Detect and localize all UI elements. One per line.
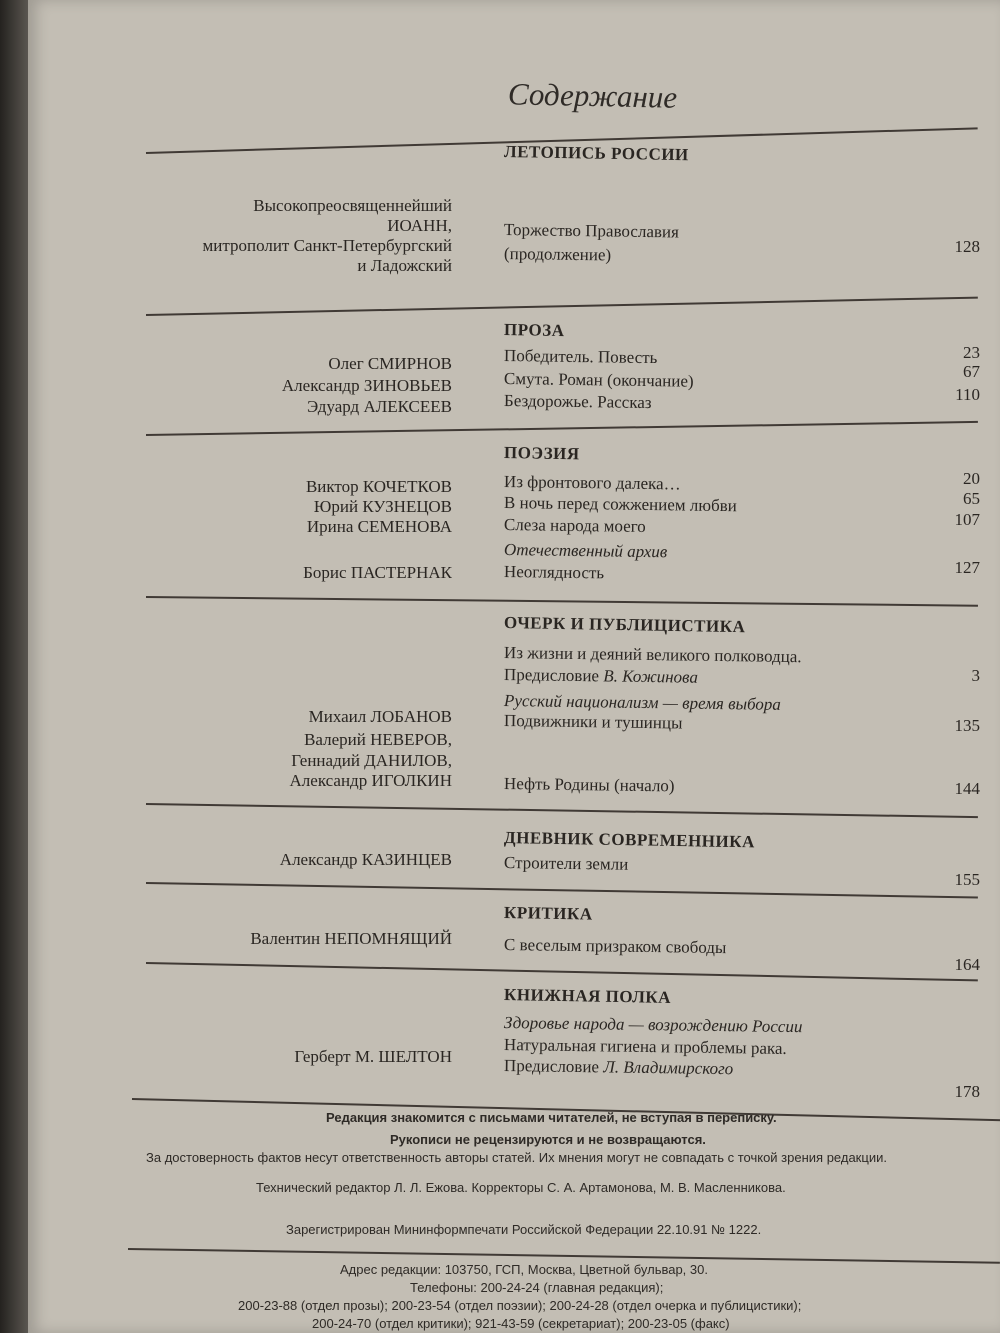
address-line: 200-23-88 (отдел прозы); 200-23-54 (отдел поэзии); 200-24-28 (отдел очерка и публицистики);	[238, 1298, 802, 1313]
section-heading-essay: ОЧЕРК И ПУБЛИЦИСТИКА	[503, 613, 746, 637]
author-line: ИОАНН,	[387, 216, 452, 235]
page-number: 127	[954, 558, 980, 577]
work-title: (продолжение)	[503, 244, 612, 265]
author-line: Высокопреосвященнейший	[253, 196, 452, 215]
work-title: Слеза народа моего	[503, 515, 646, 536]
author-line: митрополит Санкт-Петербургский	[202, 236, 452, 255]
author: Эдуард АЛЕКСЕЕВ	[307, 397, 452, 416]
author-line: и Ладожский	[357, 256, 452, 275]
page-number: 155	[954, 870, 980, 889]
work-title: Подвижники и тушинцы	[503, 711, 683, 733]
footer-note: Зарегистрирован Мининформпечати Российской Федерации 22.10.91 № 1222.	[286, 1222, 762, 1237]
author: Александр ЗИНОВЬЕВ	[281, 376, 452, 395]
work-title: Неоглядность	[503, 562, 605, 583]
divider	[146, 803, 978, 818]
work-title: Торжество Православия	[503, 220, 680, 242]
section-heading-prose: ПРОЗА	[503, 320, 565, 341]
preface-label: Предисловие	[503, 1056, 604, 1077]
work-title: С веселым призраком свободы	[503, 935, 727, 958]
preface-author: Л. Владимирского	[603, 1057, 734, 1079]
work-title: Победитель. Повесть	[503, 346, 658, 368]
section-heading-poetry: ПОЭЗИЯ	[503, 443, 580, 464]
footer-note: За достоверность фактов несут ответственность авторы статей. Их мнения могут не совпадать с точкой зрения редакции.	[146, 1150, 887, 1165]
rubric: Русский национализм — время выбора	[503, 691, 782, 714]
footer-note: Редакция знакомится с письмами читателей, не вступая в переписку.	[326, 1110, 777, 1125]
work-title: Бездорожье. Рассказ	[503, 391, 652, 413]
divider	[146, 297, 978, 316]
divider	[146, 882, 978, 899]
rubric: Отечественный архив	[503, 540, 668, 562]
page-number: 3	[971, 666, 980, 685]
work-title: Из фронтового далека…	[503, 472, 681, 494]
footer-note: Рукописи не рецензируются и не возвращаются.	[390, 1132, 706, 1147]
author: Герберт М. ШЕЛТОН	[294, 1047, 452, 1066]
page-number: 144	[954, 779, 980, 798]
work-title: В ночь перед сожжением любви	[503, 493, 737, 516]
page-number: 128	[954, 237, 980, 256]
work-title: Смута. Роман (окончание)	[503, 369, 694, 391]
rubric: Здоровье народа — возрождению России	[503, 1013, 803, 1037]
author: Михаил ЛОБАНОВ	[308, 707, 452, 726]
preface-author: В. Кожинова	[603, 666, 699, 687]
author: Александр КАЗИНЦЕВ	[279, 850, 452, 869]
section-heading-chronicle: ЛЕТОПИСЬ РОССИИ	[503, 142, 689, 165]
author: Ирина СЕМЕНОВА	[306, 517, 452, 536]
work-title: Натуральная гигиена и проблемы рака.	[503, 1035, 787, 1058]
page-number: 135	[954, 716, 980, 735]
page-number: 107	[954, 510, 980, 529]
address-line: 200-24-70 (отдел критики); 921-43-59 (секретариат); 200-23-05 (факс)	[312, 1316, 730, 1331]
work-title: Из жизни и деяний великого полководца.	[503, 643, 802, 667]
page-number: 67	[963, 362, 980, 381]
address-line: Адрес редакции: 103750, ГСП, Москва, Цветной бульвар, 30.	[340, 1262, 708, 1277]
author: Олег СМИРНОВ	[328, 354, 452, 373]
section-heading-criticism: КРИТИКА	[503, 903, 593, 924]
preface-line	[504, 1056, 734, 1079]
page-number: 20	[963, 469, 980, 488]
author: Валентин НЕПОМНЯЩИЙ	[250, 929, 452, 948]
divider	[146, 596, 978, 607]
section-heading-books: КНИЖНАЯ ПОЛКА	[503, 985, 672, 1007]
section-heading-diary: ДНЕВНИК СОВРЕМЕННИКА	[503, 828, 755, 852]
address-line: Телефоны: 200-24-24 (главная редакция);	[410, 1280, 664, 1295]
work-title: Строители земли	[503, 853, 629, 874]
page-number: 65	[963, 489, 980, 508]
page-edge	[0, 0, 28, 1333]
divider	[146, 421, 978, 436]
author: Валерий НЕВЕРОВ,	[304, 730, 452, 749]
page-title: Содержание	[507, 76, 678, 115]
page-number: 178	[954, 1082, 980, 1101]
page-number: 23	[963, 343, 980, 362]
author: Александр ИГОЛКИН	[289, 771, 452, 790]
magazine-page	[28, 0, 1000, 1333]
page-number: 110	[955, 385, 980, 404]
author: Геннадий ДАНИЛОВ,	[291, 751, 452, 770]
footer-note: Технический редактор Л. Л. Ежова. Корректоры С. А. Артамонова, М. В. Масленникова.	[256, 1180, 786, 1195]
work-title: Нефть Родины (начало)	[503, 774, 675, 796]
preface-line	[504, 665, 698, 688]
author: Виктор КОЧЕТКОВ	[305, 477, 452, 496]
author: Борис ПАСТЕРНАК	[303, 563, 452, 582]
preface-label: Предисловие	[503, 665, 604, 686]
author: Юрий КУЗНЕЦОВ	[313, 497, 452, 516]
page-number: 164	[954, 955, 980, 974]
divider	[146, 962, 978, 981]
